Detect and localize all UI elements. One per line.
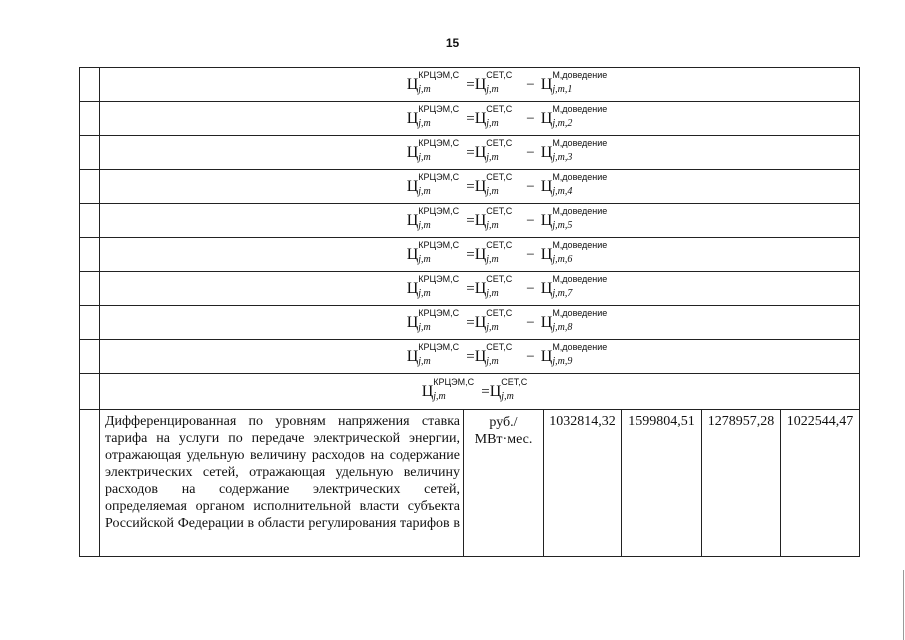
formula-symbol: Ц (406, 211, 419, 229)
formula-superscript: КРЦЭМ,C (418, 239, 460, 250)
formula-superscript: СЕТ,C (501, 376, 528, 387)
gutter-cell (80, 340, 100, 374)
formula-subscript: j,m,7 (552, 287, 573, 299)
minus-sign: − (526, 246, 535, 263)
formula-subscript: j,m (486, 117, 499, 129)
equals-sign: = (466, 280, 475, 297)
gutter-cell (80, 306, 100, 340)
formula-symbol: Ц (540, 109, 553, 127)
formula-cell (100, 102, 860, 136)
equals-sign: = (466, 178, 475, 195)
formula-subscript: j,m (486, 151, 499, 163)
tariff-description: Дифференцированная по уровням напряжения ставка тарифа на услуги по передаче электрической энергии, отражающая удельную величину расходов на содержание электрических сетей, отражающая удельную величину расходов на содержание электрических сетей, определяемая органом исполнительной власти субъекта Российской Федерации в области регулирования тарифов в (100, 410, 464, 557)
formula-superscript: СЕТ,C (486, 137, 513, 148)
formula-symbol: Ц (474, 177, 487, 195)
equals-sign: = (466, 110, 475, 127)
formula (406, 103, 608, 129)
formula-symbol: Ц (474, 279, 487, 297)
formula-row (80, 102, 860, 136)
equals-sign: = (481, 383, 490, 400)
formula-superscript: КРЦЭМ,C (418, 205, 460, 216)
formula-subscript: j,m (486, 355, 499, 367)
formula-row (80, 306, 860, 340)
formula-row (80, 204, 860, 238)
minus-sign: − (526, 314, 535, 331)
formula-symbol: Ц (406, 143, 419, 161)
formula-subscript: j,m,3 (552, 151, 573, 163)
formula-subscript: j,m (418, 83, 431, 95)
formula (406, 239, 608, 265)
minus-sign: − (526, 76, 535, 93)
formula-symbol: Ц (406, 177, 419, 195)
formula-cell (100, 204, 860, 238)
formula-superscript: КРЦЭМ,C (418, 273, 460, 284)
formula-subscript: j,m (418, 185, 431, 197)
formula-subscript: j,m (418, 253, 431, 265)
tariff-value-3: 1278957,28 (702, 410, 781, 557)
formula-subscript: j,m,5 (552, 219, 573, 231)
formula-superscript: М,доведение (552, 205, 608, 216)
minus-sign: − (526, 348, 535, 365)
final-formula-cell (100, 374, 860, 410)
formula-row (80, 340, 860, 374)
formula-subscript: j,m (486, 83, 499, 95)
gutter-cell (80, 410, 100, 557)
minus-sign: − (526, 144, 535, 161)
formula-subscript: j,m (418, 287, 431, 299)
formula-subscript: j,m (501, 390, 514, 402)
tariff-value-1: 1032814,32 (544, 410, 622, 557)
formula-cell (100, 340, 860, 374)
final-formula (421, 376, 538, 402)
formula-subscript: j,m,9 (552, 355, 573, 367)
formula-symbol: Ц (406, 245, 419, 263)
gutter-cell (80, 238, 100, 272)
formula (406, 205, 608, 231)
formula-row (80, 136, 860, 170)
formula-cell (100, 170, 860, 204)
formula-superscript: М,доведение (552, 103, 608, 114)
tariff-value-4: 1022544,47 (781, 410, 860, 557)
formula-symbol: Ц (474, 143, 487, 161)
formula-symbol: Ц (406, 109, 419, 127)
gutter-cell (80, 204, 100, 238)
formula-symbol: Ц (540, 313, 553, 331)
formula-row (80, 68, 860, 102)
minus-sign: − (526, 178, 535, 195)
formula-subscript: j,m,1 (552, 83, 573, 95)
formula-symbol: Ц (406, 279, 419, 297)
formula (406, 273, 608, 299)
formula-symbol: Ц (540, 245, 553, 263)
gutter-cell (80, 102, 100, 136)
formula-symbol: Ц (540, 211, 553, 229)
formula-superscript: КРЦЭМ,C (418, 137, 460, 148)
minus-sign: − (526, 212, 535, 229)
formula-superscript: СЕТ,C (486, 171, 513, 182)
formula-symbol: Ц (474, 109, 487, 127)
formula-symbol: Ц (474, 211, 487, 229)
formula-subscript: j,m (433, 390, 446, 402)
equals-sign: = (466, 246, 475, 263)
formula-symbol: Ц (489, 382, 502, 400)
formula (406, 341, 608, 367)
gutter-cell (80, 374, 100, 410)
gutter-cell (80, 136, 100, 170)
minus-sign: − (526, 280, 535, 297)
minus-sign: − (526, 110, 535, 127)
formula-symbol: Ц (540, 143, 553, 161)
formula-superscript: СЕТ,C (486, 103, 513, 114)
formula-subscript: j,m (418, 219, 431, 231)
formula-superscript: КРЦЭМ,C (418, 307, 460, 318)
formula-symbol: Ц (474, 347, 487, 365)
formula-cell (100, 136, 860, 170)
formula-symbol: Ц (540, 177, 553, 195)
formula-superscript: СЕТ,C (486, 341, 513, 352)
formula-symbol: Ц (540, 347, 553, 365)
formula-superscript: КРЦЭМ,C (433, 376, 475, 387)
formula-subscript: j,m (486, 321, 499, 333)
formula-symbol: Ц (474, 313, 487, 331)
gutter-cell (80, 170, 100, 204)
formula-subscript: j,m (486, 253, 499, 265)
formula-superscript: СЕТ,C (486, 239, 513, 250)
formula-superscript: М,доведение (552, 137, 608, 148)
formula-subscript: j,m (418, 151, 431, 163)
formula-row (80, 238, 860, 272)
formula-superscript: М,доведение (552, 341, 608, 352)
formula-row (80, 272, 860, 306)
formula-symbol: Ц (474, 75, 487, 93)
equals-sign: = (466, 314, 475, 331)
equals-sign: = (466, 76, 475, 93)
formula-superscript: КРЦЭМ,C (418, 341, 460, 352)
formula-subscript: j,m (486, 185, 499, 197)
final-formula-row (80, 374, 860, 410)
tariff-unit: руб./ МВт·мес. (464, 410, 544, 557)
formula-superscript: КРЦЭМ,C (418, 171, 460, 182)
formula-subscript: j,m (486, 219, 499, 231)
formula-subscript: j,m (418, 321, 431, 333)
formula-symbol: Ц (474, 245, 487, 263)
formula-symbol: Ц (406, 75, 419, 93)
tariff-row (80, 410, 860, 557)
gutter-cell (80, 68, 100, 102)
formula-symbol: Ц (540, 75, 553, 93)
page-edge-line (903, 570, 904, 640)
formula-symbol: Ц (406, 347, 419, 365)
formula-subscript: j,m,8 (552, 321, 573, 333)
gutter-cell (80, 272, 100, 306)
formula-cell (100, 306, 860, 340)
formula-row (80, 170, 860, 204)
formula (406, 137, 608, 163)
formula-superscript: М,доведение (552, 171, 608, 182)
formula-symbol: Ц (540, 279, 553, 297)
tariff-table (79, 67, 860, 557)
formula-superscript: М,доведение (552, 69, 608, 80)
formula-subscript: j,m,2 (552, 117, 573, 129)
formula-subscript: j,m,6 (552, 253, 573, 265)
equals-sign: = (466, 212, 475, 229)
formula-superscript: М,доведение (552, 273, 608, 284)
formula-superscript: М,доведение (552, 307, 608, 318)
formula-subscript: j,m (418, 117, 431, 129)
formula-superscript: СЕТ,C (486, 273, 513, 284)
tariff-value-2: 1599804,51 (622, 410, 702, 557)
formula-subscript: j,m (418, 355, 431, 367)
formula-superscript: КРЦЭМ,C (418, 69, 460, 80)
formula-cell (100, 68, 860, 102)
formula-cell (100, 238, 860, 272)
formula-superscript: М,доведение (552, 239, 608, 250)
formula-superscript: КРЦЭМ,C (418, 103, 460, 114)
formula (406, 307, 608, 333)
formula-superscript: СЕТ,C (486, 307, 513, 318)
formula (406, 171, 608, 197)
formula-subscript: j,m (486, 287, 499, 299)
formula-superscript: СЕТ,C (486, 69, 513, 80)
formula-symbol: Ц (406, 313, 419, 331)
formula (406, 69, 608, 95)
formula-symbol: Ц (421, 382, 434, 400)
formula-cell (100, 272, 860, 306)
equals-sign: = (466, 348, 475, 365)
formula-superscript: СЕТ,C (486, 205, 513, 216)
equals-sign: = (466, 144, 475, 161)
formula-subscript: j,m,4 (552, 185, 573, 197)
page-number: 15 (445, 36, 460, 50)
